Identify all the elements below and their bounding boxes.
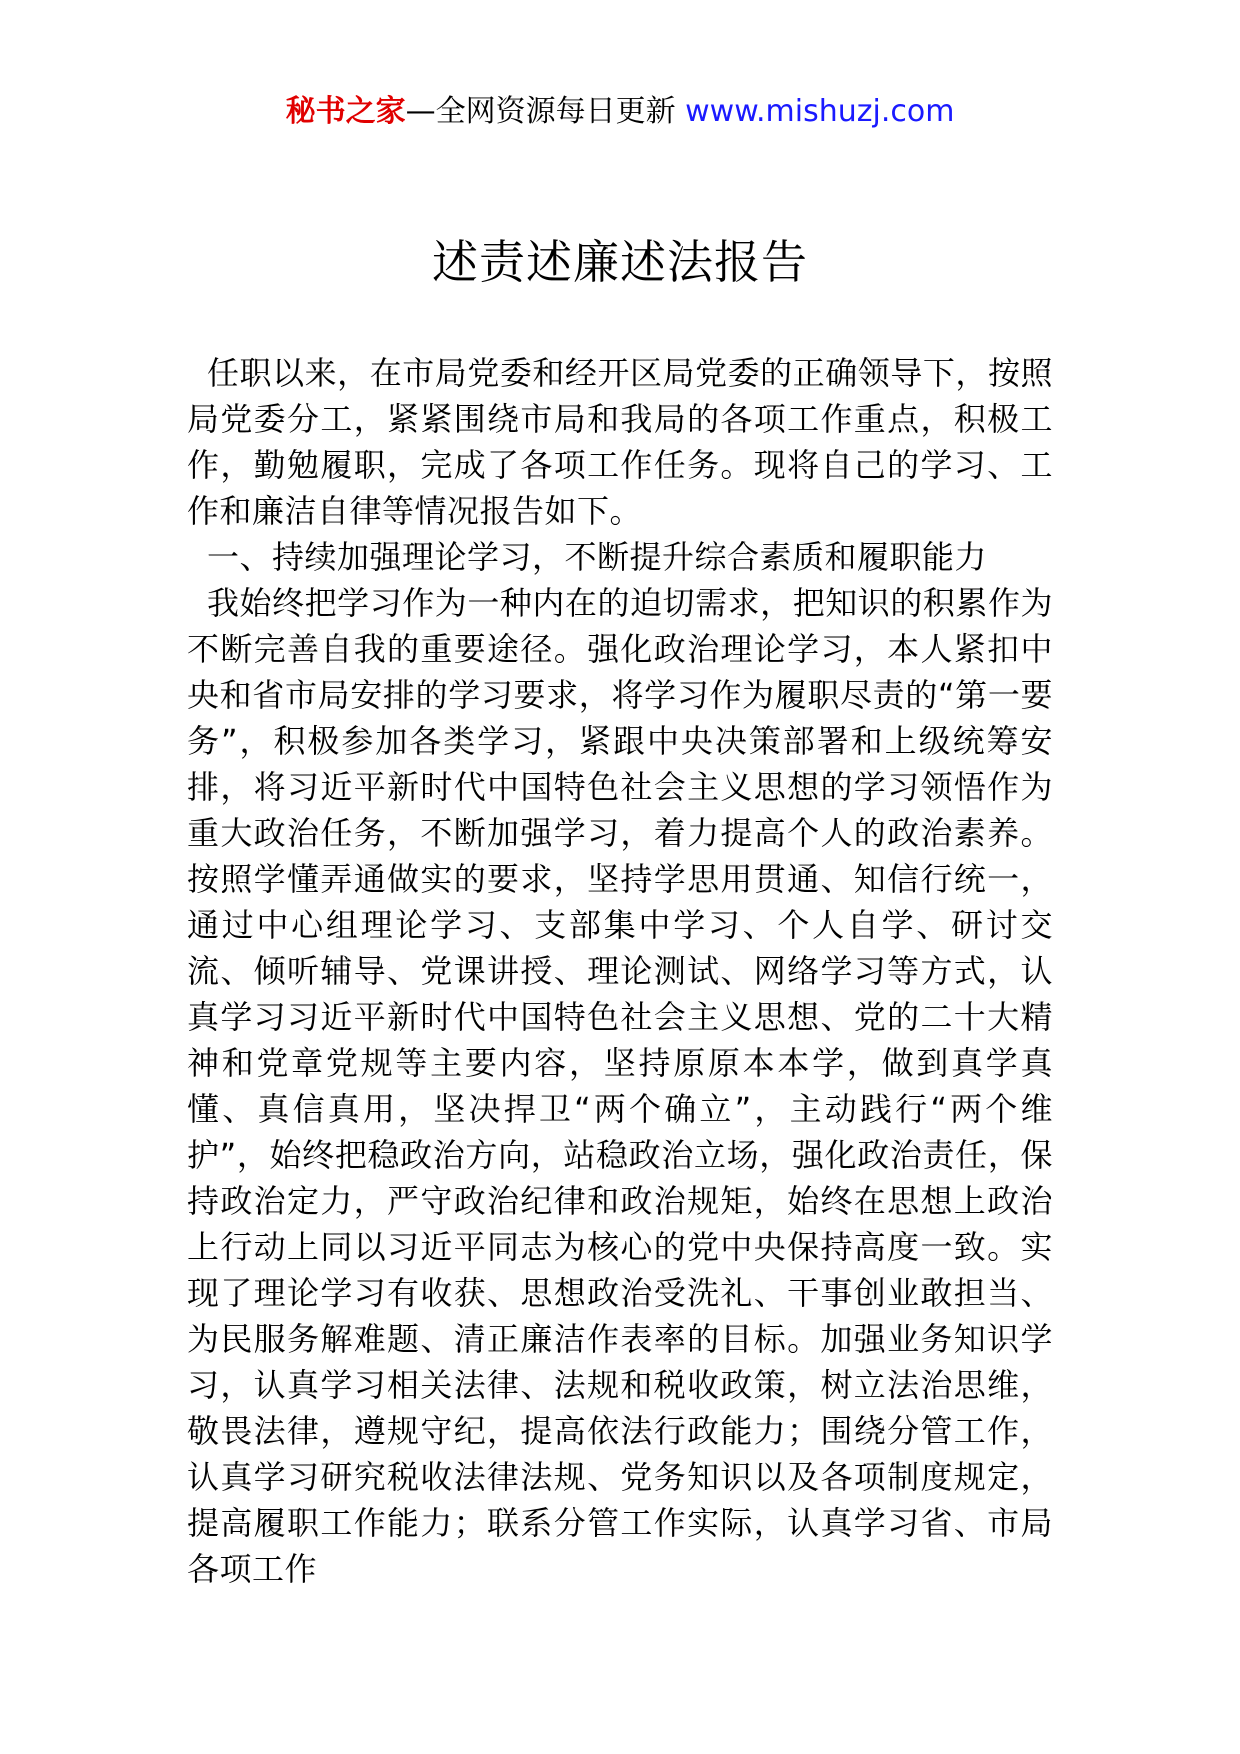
header-tagline: —全网资源每日更新 (405, 94, 676, 129)
section-1-paragraph: 我始终把学习作为一种内在的迫切需求，把知识的积累作为不断完善自我的重要途径。强化政治理论学习，本人紧扣中央和省市局安排的学习要求，将学习作为履职尽责的“第一要务”，积极参加各类学习，紧跟中央决策部署和上级统筹安排，将习近平新时代中国特色社会主义思想的学习领悟作为重大政治任务，不断加强学习，着力提高个人的政治素养。按照学懂弄通做实的要求，坚持学思用贯通、知信行统一，通过中心组理论学习、支部集中学习、个人自学、研讨交流、倾听辅导、党课讲授、理论测试、网络学习等方式，认真学习习近平新时代中国特色社会主义思想、党的二十大精神和党章党规等主要内容，坚持原原本本学，做到真学真懂、真信真用，坚决捍卫“两个确立”，主动践行“两个维护”，始终把稳政治方向，站稳政治立场，强化政治责任，保持政治定力，严守政治纪律和政治规矩，始终在思想上政治上行动上同以习近平同志为核心的党中央保持高度一致。实现了理论学习有收获、思想政治受洗礼、干事创业敢担当、为民服务解难题、清正廉洁作表率的目标。加强业务知识学习，认真学习相关法律、法规和税收政策，树立法治思维，敬畏法律，遵规守纪，提高依法行政能力；围绕分管工作，认真学习研究税收法律法规、党务知识以及各项制度规定，提高履职工作能力；联系分管工作实际，认真学习省、市局各项工作 (187, 584, 1053, 1588)
site-header (0, 92, 1240, 132)
document-body (187, 350, 1053, 1592)
document-title: 述责述廉述法报告 (432, 235, 808, 289)
brand-name: 秘书之家 (285, 94, 406, 129)
section-heading-1: 一、持续加强理论学习，不断提升综合素质和履职能力 (207, 538, 988, 576)
site-url-link[interactable]: www.mishuzj.com (685, 94, 955, 129)
intro-paragraph: 任职以来，在市局党委和经开区局党委的正确领导下，按照局党委分工，紧紧围绕市局和我局的各项工作重点，积极工作，勤勉履职，完成了各项工作任务。现将自己的学习、工作和廉洁自律等情况报告如下。 (187, 354, 1053, 530)
